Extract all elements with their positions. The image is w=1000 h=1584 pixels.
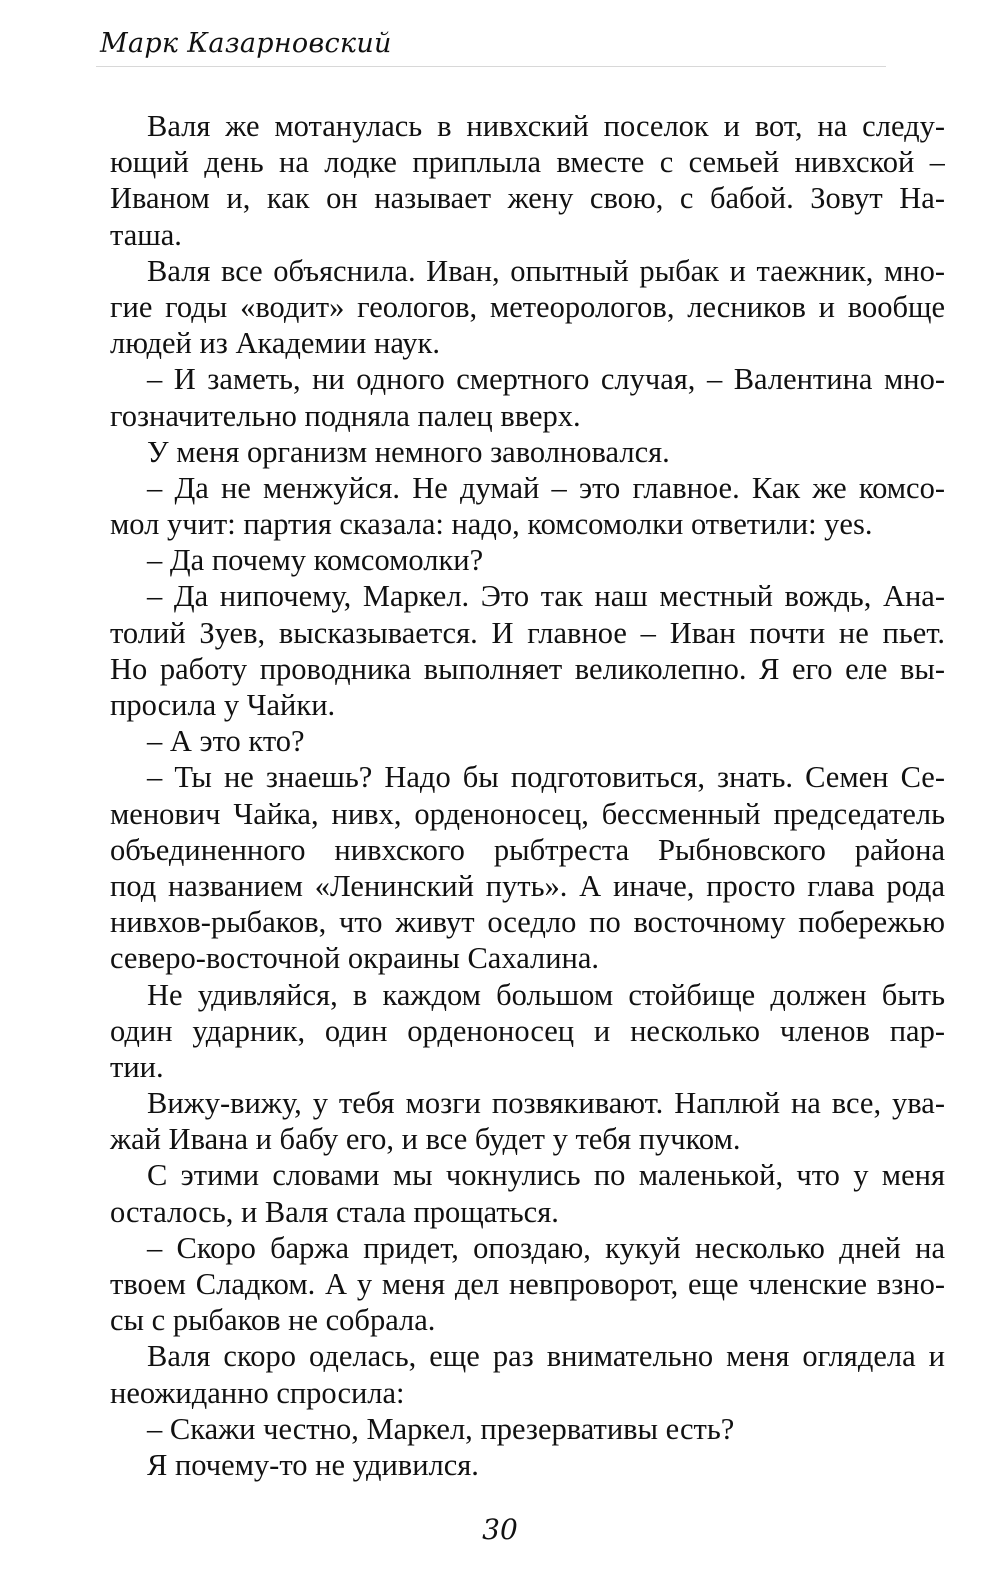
text-line: – Да нипочему, Маркел. Это так наш местный вождь, Ана- bbox=[147, 579, 945, 614]
text-line: Я почему-то не удивился. bbox=[147, 1447, 479, 1482]
text-line: мол учит: партия сказала: надо, комсомолки ответили: yes. bbox=[110, 507, 873, 542]
text-line: ющий день на лодке приплыла вместе с семьей нивхской – bbox=[110, 145, 945, 180]
text-line: таша. bbox=[110, 217, 182, 252]
text-line: Не удивляйся, в каждом большом стойбище должен быть bbox=[147, 977, 945, 1012]
text-line: Валя все объяснила. Иван, опытный рыбак и таежник, мно- bbox=[147, 253, 945, 288]
text-line: – А это кто? bbox=[147, 724, 305, 759]
text-line: людей из Академии наук. bbox=[110, 326, 441, 361]
text-line: – Ты не знаешь? Надо бы подготовиться, знать. Семен Се- bbox=[147, 760, 945, 795]
running-head: Марк Казарновский bbox=[100, 28, 392, 59]
text-line: – Скажи честно, Маркел, презервативы есть? bbox=[147, 1411, 735, 1446]
text-line: осталось, и Валя стала прощаться. bbox=[110, 1194, 559, 1229]
text-line: – И заметь, ни одного смертного случая, – Валентина мно- bbox=[147, 362, 945, 397]
text-line: толий Зуев, высказывается. И главное – Иван почти не пьет. bbox=[110, 615, 945, 650]
text-line: под названием «Ленинский путь». А иначе, просто глава рода bbox=[110, 868, 945, 903]
text-line: У меня организм немного заволновался. bbox=[147, 434, 670, 469]
body-text bbox=[110, 108, 945, 1483]
text-line: объединенного нивхского рыбтреста Рыбновского района bbox=[110, 832, 945, 867]
text-line: – Скоро баржа придет, опоздаю, кукуй несколько дней на bbox=[147, 1230, 945, 1265]
text-line: – Да не менжуйся. Не думай – это главное. Как же комсо- bbox=[147, 470, 945, 505]
text-line: нивхов-рыбаков, что живут оседло по восточному побережью bbox=[110, 905, 945, 940]
text-line: гозначительно подняла палец вверх. bbox=[110, 398, 581, 433]
text-line: жай Ивана и бабу его, и все будет у тебя пучком. bbox=[110, 1122, 741, 1157]
text-line: Валя же мотанулась в нивхский поселок и вот, на следу- bbox=[147, 109, 945, 143]
text-line: Вижу-вижу, у тебя мозги позвякивают. Наплюй на все, ува- bbox=[147, 1086, 945, 1121]
text-line: северо-восточной окраины Сахалина. bbox=[110, 941, 600, 976]
text-line: твоем Сладком. А у меня дел невпроворот, еще членские взно- bbox=[110, 1267, 945, 1301]
text-line: Валя скоро оделась, еще раз внимательно меня оглядела и bbox=[147, 1339, 945, 1374]
text-line: менович Чайка, нивх, орденоносец, бессменный председатель bbox=[110, 796, 945, 831]
header-rule bbox=[96, 66, 886, 67]
text-line: Но работу проводника выполняет великолепно. Я его еле вы- bbox=[110, 651, 945, 686]
text-line: С этими словами мы чокнулись по маленькой, что у меня bbox=[147, 1158, 945, 1193]
text-line: тии. bbox=[110, 1049, 164, 1084]
text-line: один ударник, один орденоносец и несколько членов пар- bbox=[110, 1013, 945, 1048]
text-line: – Да почему комсомолки? bbox=[147, 543, 484, 578]
text-line: сы с рыбаков не собрала. bbox=[110, 1303, 436, 1338]
page-number: 30 bbox=[482, 1513, 518, 1546]
text-line: просила у Чайки. bbox=[110, 688, 336, 722]
text-line: неожиданно спросила: bbox=[110, 1375, 405, 1410]
text-line: Иваном и, как он называет жену свою, с бабой. Зовут На- bbox=[110, 181, 945, 216]
text-line: гие годы «водит» геологов, метеорологов, лесников и вообще bbox=[110, 289, 945, 324]
